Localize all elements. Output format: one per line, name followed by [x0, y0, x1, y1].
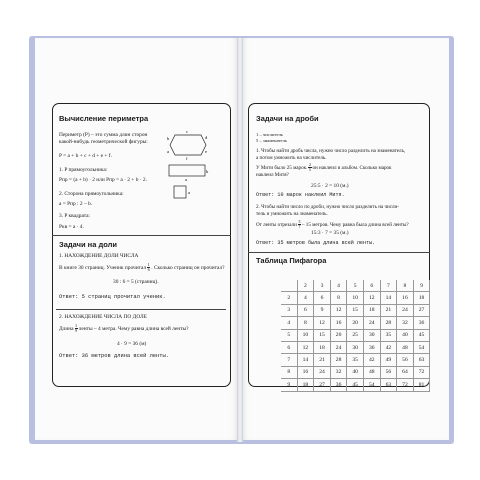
table-cell: 48: [363, 366, 380, 378]
table-cell: 14: [297, 354, 314, 366]
table-cell: 28: [380, 317, 397, 329]
table-cell: 27: [314, 379, 331, 391]
perimeter-definition-line1: Периметр (P) – это сумма длин сторон: [59, 132, 148, 138]
table-cell: 54: [363, 379, 380, 391]
table-cell: 45: [413, 329, 430, 341]
table-cell: 3: [281, 304, 297, 316]
table-row: [281, 354, 430, 366]
table-cell: 64: [397, 366, 414, 378]
table-cell: 25: [347, 329, 364, 341]
pythagoras-table-heading: Таблица Пифагора: [256, 256, 327, 265]
table-cell: 21: [380, 304, 397, 316]
table-cell: 16: [297, 366, 314, 378]
table-cell: 2: [281, 292, 297, 304]
table-cell: 5: [347, 280, 364, 292]
task2-text: Длина $\frac{1}{9}$ ленты – 4 метра. Чему равна длина всей ленты?: [59, 323, 189, 334]
notebook-spine: [237, 38, 243, 442]
table-cell: 7: [380, 280, 397, 292]
table-cell: 49: [380, 354, 397, 366]
fractions-heading: Задачи на дроби: [256, 114, 319, 123]
rectangle-perimeter-formula: Pпр = (a + b) · 2 или Pпр = a · 2 + b · 2.: [59, 177, 147, 183]
table-cell: 28: [330, 354, 347, 366]
fraction-task1-line2: наклеил Митя?: [256, 172, 289, 178]
table-cell: 32: [397, 317, 414, 329]
table-cell: 8: [397, 280, 414, 292]
right-divider: [248, 252, 430, 253]
table-cell: 3: [314, 280, 331, 292]
table-cell: 36: [330, 379, 347, 391]
rectangle-side-formula: a = Pпр : 2 – b.: [59, 201, 93, 207]
table-cell: 8: [330, 292, 347, 304]
task1-calculation: 30 : 6 = 5 (страниц).: [113, 279, 159, 285]
table-cell: 8: [281, 366, 297, 378]
perimeter-heading: Вычисление периметра: [59, 114, 149, 123]
denominator-label: 5 – знаменатель: [256, 138, 287, 143]
table-row: [281, 379, 430, 391]
hexagon-label-e: e: [205, 149, 207, 154]
table-cell: 2: [297, 280, 314, 292]
task2-answer: Ответ: 36 метров длина всей ленты.: [59, 353, 169, 359]
task1-fraction: $\frac{1}{6}$: [147, 262, 150, 273]
hexagon-label-f: f: [186, 156, 188, 161]
hexagon-label-d: d: [205, 135, 208, 140]
table-cell: 63: [380, 379, 397, 391]
hexagon-label-a: a: [167, 149, 169, 154]
table-cell: 6: [314, 292, 331, 304]
fraction-rule2-line2: тель и умножить на знаменатель.: [256, 211, 328, 217]
fraction-task2-line1: От ленты отрезали $\frac{3}{7}$ – 15 метров. Чему равна была длина всей ленты?: [256, 219, 409, 230]
rectangle-side-label: 2. Сторона прямоугольника:: [59, 191, 124, 197]
table-cell: 18: [314, 341, 331, 353]
task1-title: 1. НАХОЖДЕНИЕ ДОЛИ ЧИСЛА: [59, 253, 139, 259]
fraction-rule1-line2: а потом умножить на числитель.: [256, 155, 327, 161]
table-cell: 6: [297, 304, 314, 316]
rectangle-perimeter-label: 1. P прямоугольника:: [59, 167, 108, 173]
table-cell: 6: [281, 341, 297, 353]
task1-text: В книге 30 страниц. Ученик прочитал $\frac{1}{6}$ . Сколько страниц он прочитал?: [59, 262, 225, 273]
table-cell: 40: [397, 329, 414, 341]
rectangle-label-b: b: [206, 169, 209, 174]
table-cell: 7: [281, 354, 297, 366]
table-cell: 72: [413, 366, 430, 378]
table-cell: 18: [413, 292, 430, 304]
table-cell: 6: [363, 280, 380, 292]
task2-fraction: $\frac{1}{9}$: [75, 323, 78, 334]
table-row: [281, 304, 430, 316]
fraction-task2-answer: Ответ: 35 метров была длина всей ленты.: [256, 240, 376, 246]
table-row: [281, 317, 430, 329]
table-cell: 20: [330, 329, 347, 341]
table-cell: 4: [281, 317, 297, 329]
table-cell: 56: [380, 366, 397, 378]
table-cell: 27: [413, 304, 430, 316]
table-cell: 45: [347, 379, 364, 391]
table-cell: 10: [297, 329, 314, 341]
table-cell: 8: [297, 317, 314, 329]
fraction-task1-answer: Ответ: 10 марок наклеил Митя.: [256, 192, 345, 198]
task2-calculation: 4 · 9 = 36 (м): [117, 341, 147, 347]
fraction-task2-fraction: $\frac{3}{7}$: [298, 219, 301, 230]
left-divider: [52, 235, 231, 236]
table-cell: 9: [281, 379, 297, 391]
table-cell: 15: [347, 304, 364, 316]
square-perimeter-formula: Pкв = a · 4.: [59, 224, 84, 230]
table-cell: 16: [397, 292, 414, 304]
table-row: [281, 292, 430, 304]
hexagon-label-b: b: [167, 136, 170, 141]
shares-heading: Задачи на доли: [59, 240, 117, 249]
table-row: [281, 329, 430, 341]
table-cell: 9: [314, 304, 331, 316]
perimeter-figures: [160, 126, 220, 210]
table-cell: 18: [297, 379, 314, 391]
table-cell: 56: [397, 354, 414, 366]
table-cell: 12: [314, 317, 331, 329]
numerator-label: 1 – числитель: [256, 132, 283, 137]
fraction-rule2-line1: 2. Чтобы найти число по дроби, нужно число разделить на числи-: [256, 204, 399, 210]
table-row: [281, 280, 430, 292]
table-cell: 12: [297, 341, 314, 353]
table-cell: 18: [363, 304, 380, 316]
table-row: [281, 366, 430, 378]
task1-answer: Ответ: 5 страниц прочитал ученик.: [59, 294, 166, 300]
table-cell: 20: [347, 317, 364, 329]
table-cell: 32: [330, 366, 347, 378]
table-cell: 72: [397, 379, 414, 391]
table-cell: 24: [363, 317, 380, 329]
table-cell: 30: [347, 341, 364, 353]
table-cell: 63: [413, 354, 430, 366]
table-cell: 40: [347, 366, 364, 378]
rectangle-label-a: a: [185, 177, 187, 182]
square-perimeter-label: 3. P квадрата:: [59, 213, 91, 219]
table-cell: 24: [314, 366, 331, 378]
pythagoras-table: [281, 280, 430, 392]
table-cell: 4: [330, 280, 347, 292]
task2-title: 2. НАХОЖДЕНИЕ ЧИСЛА ПО ДОЛЕ: [59, 314, 147, 320]
table-cell: 10: [347, 292, 364, 304]
table-cell: 48: [397, 341, 414, 353]
table-cell: 4: [297, 292, 314, 304]
table-cell: 12: [363, 292, 380, 304]
fraction-task1-line1: У Мити было 25 марок. $\frac{2}{5}$ он наклеил в альбом. Сколько марок: [256, 162, 392, 173]
table-cell: 36: [363, 341, 380, 353]
table-row: [281, 341, 430, 353]
table-cell: 5: [281, 329, 297, 341]
table-cell: 54: [413, 341, 430, 353]
table-cell: 81: [413, 379, 430, 391]
table-cell: 14: [380, 292, 397, 304]
table-cell: 42: [380, 341, 397, 353]
fraction-task1-calculation: 25:5 · 2 = 10 (м.): [311, 183, 349, 189]
task-divider: [56, 309, 226, 310]
table-cell: 35: [347, 354, 364, 366]
table-cell: 16: [330, 317, 347, 329]
perimeter-general-formula: P = a + b + c + d + e + f.: [59, 153, 112, 159]
table-cell: [281, 280, 297, 292]
table-cell: 24: [397, 304, 414, 316]
table-cell: 24: [330, 341, 347, 353]
fraction-task2-calculation: 15:3 · 7 = 35 (м.): [311, 230, 349, 236]
table-cell: 35: [380, 329, 397, 341]
table-cell: 21: [314, 354, 331, 366]
fraction-rule1-line1: 1. Чтобы найти дробь числа, нужно число разделить на знаменатель,: [256, 148, 406, 154]
table-cell: 12: [330, 304, 347, 316]
table-cell: 42: [363, 354, 380, 366]
hexagon-label-c: c: [186, 129, 188, 134]
table-cell: 30: [363, 329, 380, 341]
table-cell: 15: [314, 329, 331, 341]
table-cell: 9: [413, 280, 430, 292]
fraction-task1-fraction: $\frac{2}{5}$: [308, 162, 311, 173]
square-label-a: a: [188, 190, 190, 195]
perimeter-definition-line2: какой-нибудь геометрической фигуры:: [59, 139, 148, 145]
table-cell: 36: [413, 317, 430, 329]
